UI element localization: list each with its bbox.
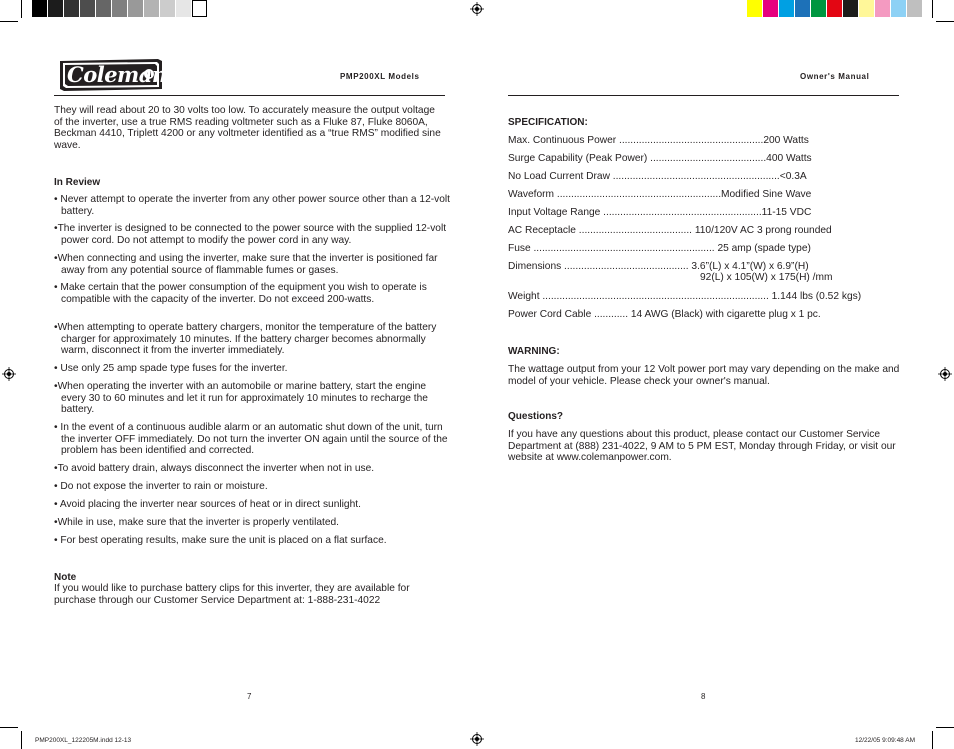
color-swatch — [811, 0, 826, 17]
right-page-number: 8 — [701, 692, 706, 701]
brand-wordmark: Coleman — [67, 62, 167, 87]
review-heading: In Review — [54, 177, 101, 188]
color-swatch — [160, 0, 175, 17]
spec-line: Surge Capability (Peak Power) .........................................400 Watts — [508, 153, 812, 164]
color-swatch — [80, 0, 95, 17]
spec-line: Max. Continuous Power ...................................................200 Watts — [508, 135, 809, 146]
spec-line: Weight ................................................................................ 1.144 lbs (0.52 kgs) — [508, 291, 862, 302]
color-swatch — [192, 0, 207, 17]
crop-mark — [932, 0, 933, 18]
registration-mark-icon — [2, 367, 16, 381]
questions-paragraph: If you have any questions about this product, please contact our Customer Service Department at (888) 231-4022, 9 AM to 5 PM EST, Monday through Friday, or visit our website at www.colemanpower.com. — [508, 429, 896, 464]
file-slug: PMP200XL_122205M.indd 12-13 — [35, 737, 132, 744]
right-page-header: Owner's Manual — [800, 72, 870, 81]
note-paragraph: If you would like to purchase battery clips for this inverter, they are available for purchase through our Customer Service Department at: 1-888-231-4022 — [54, 583, 410, 606]
note-heading: Note — [54, 572, 77, 583]
date-slug: 12/22/05 9:09:48 AM — [855, 737, 915, 744]
crop-mark — [21, 731, 22, 749]
color-swatch — [112, 0, 127, 17]
left-header-rule — [54, 95, 445, 96]
color-swatch — [907, 0, 922, 17]
list-item: • Avoid placing the inverter near sources of heat or in direct sunlight. — [54, 499, 361, 510]
spec-line: AC Receptacle ........................................ 110/120V AC 3 prong rounded — [508, 225, 832, 236]
color-swatch — [32, 0, 47, 17]
list-item: • Do not expose the inverter to rain or moisture. — [54, 481, 268, 492]
spec-line: 92(L) x 105(W) x 175(H) /mm — [700, 272, 833, 283]
crop-mark — [0, 727, 18, 728]
color-swatch — [96, 0, 111, 17]
list-item: •When operating the inverter with an automobile or marine battery, start the engine every 30 to 60 minutes and let it run for approximately 10 minutes to recharge the battery. — [54, 381, 428, 416]
crop-mark — [932, 731, 933, 749]
color-swatch — [795, 0, 810, 17]
right-header-rule — [508, 95, 899, 96]
list-item: • Never attempt to operate the inverter from any other power source other than a 12-volt battery. — [54, 194, 450, 217]
crop-mark — [21, 0, 22, 18]
color-swatch — [859, 0, 874, 17]
registration-mark-icon — [938, 367, 952, 381]
color-swatch — [48, 0, 63, 17]
crop-mark — [936, 21, 954, 22]
spec-heading: SPECIFICATION: — [508, 117, 588, 128]
color-swatch — [891, 0, 906, 17]
registration-mark-icon — [470, 732, 484, 746]
list-item: • Use only 25 amp spade type fuses for the inverter. — [54, 363, 288, 374]
spec-line: No Load Current Draw ...........................................................<0.3A — [508, 171, 807, 182]
warning-paragraph: The wattage output from your 12 Volt power port may vary depending on the make and model of your vehicle. Please check your owner's manual. — [508, 364, 900, 387]
spec-line: Input Voltage Range ........................................................11-15 VDC — [508, 207, 812, 218]
crop-mark — [936, 727, 954, 728]
intro-paragraph: They will read about 20 to 30 volts too low. To accurately measure the output voltage of the inverter, use a true RMS reading voltmeter such as a Fluke 87, Fluke 8060A, Beckman 4410, Triplett 4200 or any voltmeter identified as a “true RMS” modified sine wave. — [54, 105, 441, 151]
color-swatch — [875, 0, 890, 17]
color-swatch — [747, 0, 762, 17]
list-item: •The inverter is designed to be connected to the power source with the supplied 12-volt power cord. Do not attempt to modify the power cord in any way. — [54, 223, 447, 246]
color-swatch — [176, 0, 191, 17]
spec-line: Power Cord Cable ............ 14 AWG (Black) with cigarette plug x 1 pc. — [508, 309, 821, 320]
left-page-number: 7 — [247, 692, 252, 701]
list-item: •While in use, make sure that the inverter is properly ventilated. — [54, 517, 339, 528]
color-swatch — [144, 0, 159, 17]
spec-line: Fuse ................................................................ 25 amp (spade type) — [508, 243, 811, 254]
list-item: • For best operating results, make sure the unit is placed on a flat surface. — [54, 535, 387, 546]
color-swatch — [827, 0, 842, 17]
list-item: • Make certain that the power consumption of the equipment you wish to operate is compatible with the capacity of the inverter. Do not exceed 200-watts. — [54, 282, 427, 305]
warning-heading: WARNING: — [508, 346, 560, 357]
color-swatch — [843, 0, 858, 17]
spec-line: Waveform ..........................................................Modified Sine Wave — [508, 189, 812, 200]
list-item: •When attempting to operate battery chargers, monitor the temperature of the battery charger for approximately 10 minutes. If the battery charger becomes abnormally warm, disconnect it from the inverter immediately. — [54, 322, 437, 357]
color-swatch — [779, 0, 794, 17]
left-page-header: PMP200XL Models — [340, 72, 420, 81]
questions-heading: Questions? — [508, 411, 564, 422]
coleman-logo — [58, 57, 167, 93]
list-item: •When connecting and using the inverter, make sure that the inverter is positioned far away from any potential source of flammable fumes or gases. — [54, 253, 438, 276]
color-swatch — [128, 0, 143, 17]
color-swatch — [763, 0, 778, 17]
color-swatch — [64, 0, 79, 17]
crop-mark — [0, 21, 18, 22]
registration-mark-icon — [470, 2, 484, 16]
spec-line: Dimensions ............................................ 3.6”(L) x 4.1”(W) x 6.9”(H) — [508, 261, 809, 272]
list-item: •To avoid battery drain, always disconnect the inverter when not in use. — [54, 463, 375, 474]
list-item: • In the event of a continuous audible alarm or an automatic shut down of the unit, turn the inverter OFF immediately. Do not turn the inverter ON again until the source of the problem has been identified and corrected. — [54, 422, 448, 457]
